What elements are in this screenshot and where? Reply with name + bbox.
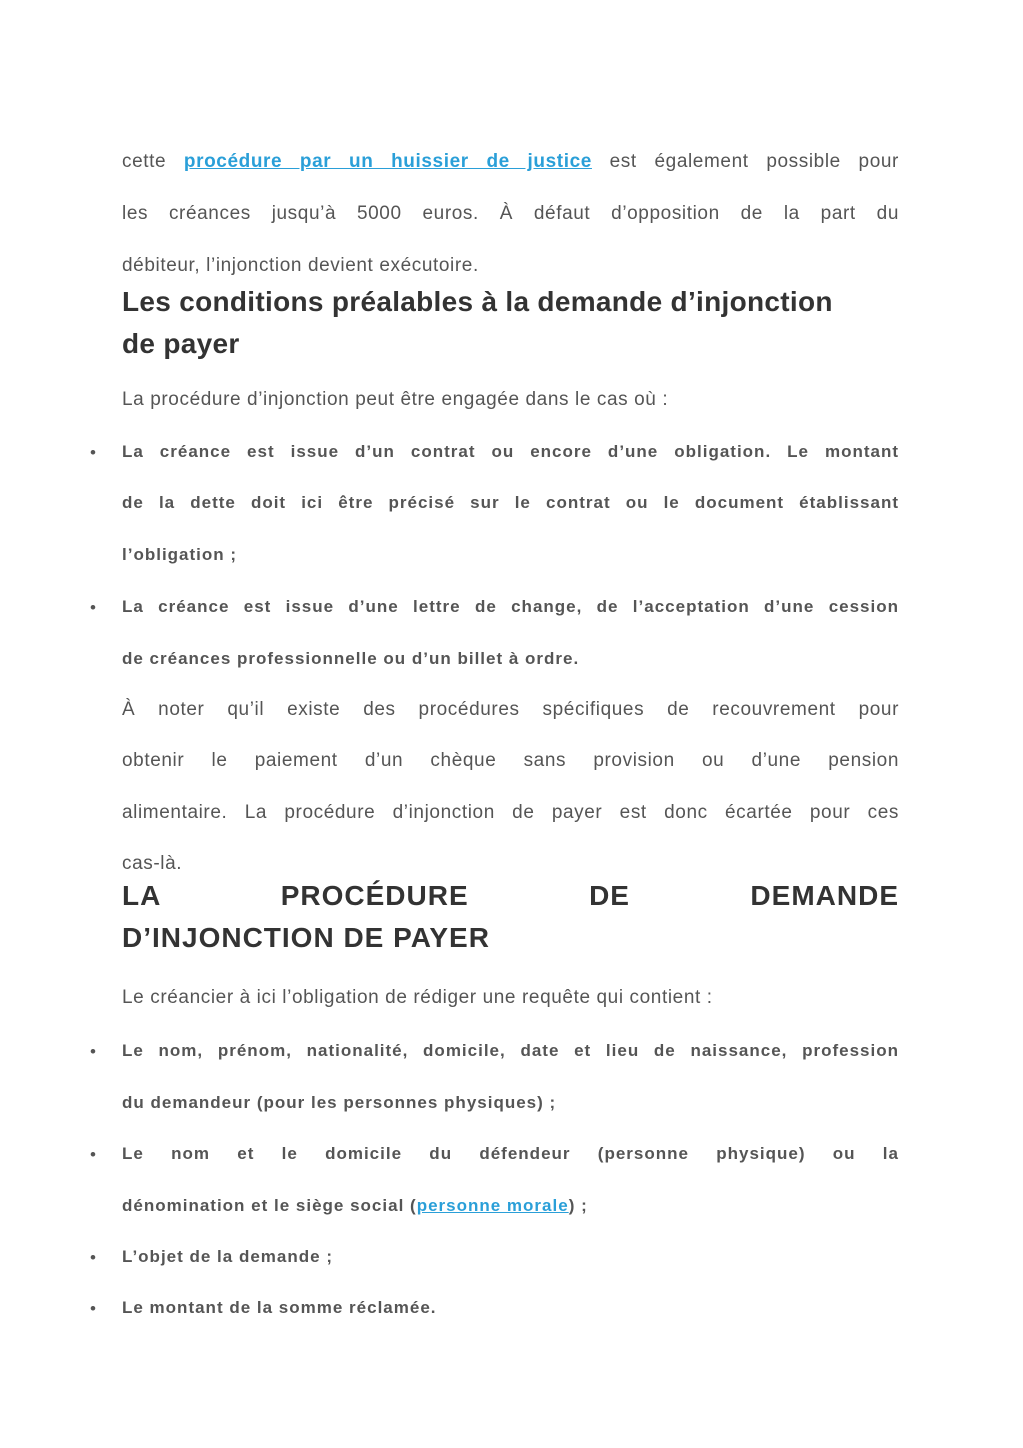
list-item-text: dénomination et le siège social (: [122, 1196, 417, 1215]
note-line-2: obtenir le paiement d’un chèque sans provision ou d’une pension: [122, 750, 899, 771]
note-line-1: À noter qu’il existe des procédures spécifiques de recouvrement pour: [122, 699, 899, 720]
heading-line: Les conditions préalables à la demande d’injonction: [122, 286, 833, 317]
list-item-text: Le nom, prénom, nationalité, domicile, date et lieu de naissance, profession: [122, 1041, 899, 1060]
bullet-marker: •: [90, 1145, 96, 1164]
note-line-3: alimentaire. La procédure d’injonction de payer est donc écartée pour ces: [122, 802, 899, 823]
heading-line: D’INJONCTION DE PAYER: [122, 922, 490, 953]
list-item-text: l’obligation ;: [122, 545, 238, 564]
list-item-text: Le nom et le domicile du défendeur (personne physique) ou la: [122, 1144, 899, 1163]
huissier-link[interactable]: procédure par un huissier de justice: [183, 151, 592, 172]
personne-morale-link[interactable]: personne morale: [416, 1196, 569, 1215]
list-item-text: ) ;: [568, 1196, 588, 1215]
list-item-text: La créance est issue d’une lettre de change, de l’acceptation d’une cession: [122, 597, 899, 616]
section-heading-1: [122, 281, 899, 365]
heading-line: de payer: [122, 328, 240, 359]
bullet-marker: •: [90, 1299, 96, 1318]
intro-line-2: les créances jusqu’à 5000 euros. À défaut d’opposition de la part du: [122, 203, 899, 224]
section2-lead: Le créancier à ici l’obligation de rédiger une requête qui contient :: [122, 987, 713, 1008]
list-item-text: du demandeur (pour les personnes physiques) ;: [122, 1093, 557, 1112]
list-item-text: Le montant de la somme réclamée.: [122, 1298, 437, 1317]
bullet-marker: •: [90, 1248, 96, 1267]
list-item-text: de la dette doit ici être précisé sur le contrat ou le document établissant: [122, 493, 899, 512]
list-item-text: de créances professionnelle ou d’un billet à ordre.: [122, 649, 580, 668]
intro-text: est également possible pour: [609, 151, 899, 172]
note-line-4: cas-là.: [122, 853, 183, 874]
bullet-marker: •: [90, 598, 96, 617]
list-item-text: La créance est issue d’un contrat ou encore d’une obligation. Le montant: [122, 442, 899, 461]
intro-line-1: [122, 150, 899, 174]
list-item-text: L’objet de la demande ;: [122, 1247, 333, 1266]
heading-line: LA PROCÉDURE DE DEMANDE: [122, 880, 899, 911]
list-item-text: [122, 1194, 899, 1218]
bullet-marker: •: [90, 443, 96, 462]
intro-line-3: débiteur, l’injonction devient exécutoire.: [122, 255, 479, 276]
bullet-marker: •: [90, 1042, 96, 1061]
section1-lead: La procédure d’injonction peut être engagée dans le cas où :: [122, 389, 669, 410]
section-heading-2: [122, 875, 899, 959]
intro-text: cette: [122, 151, 167, 172]
